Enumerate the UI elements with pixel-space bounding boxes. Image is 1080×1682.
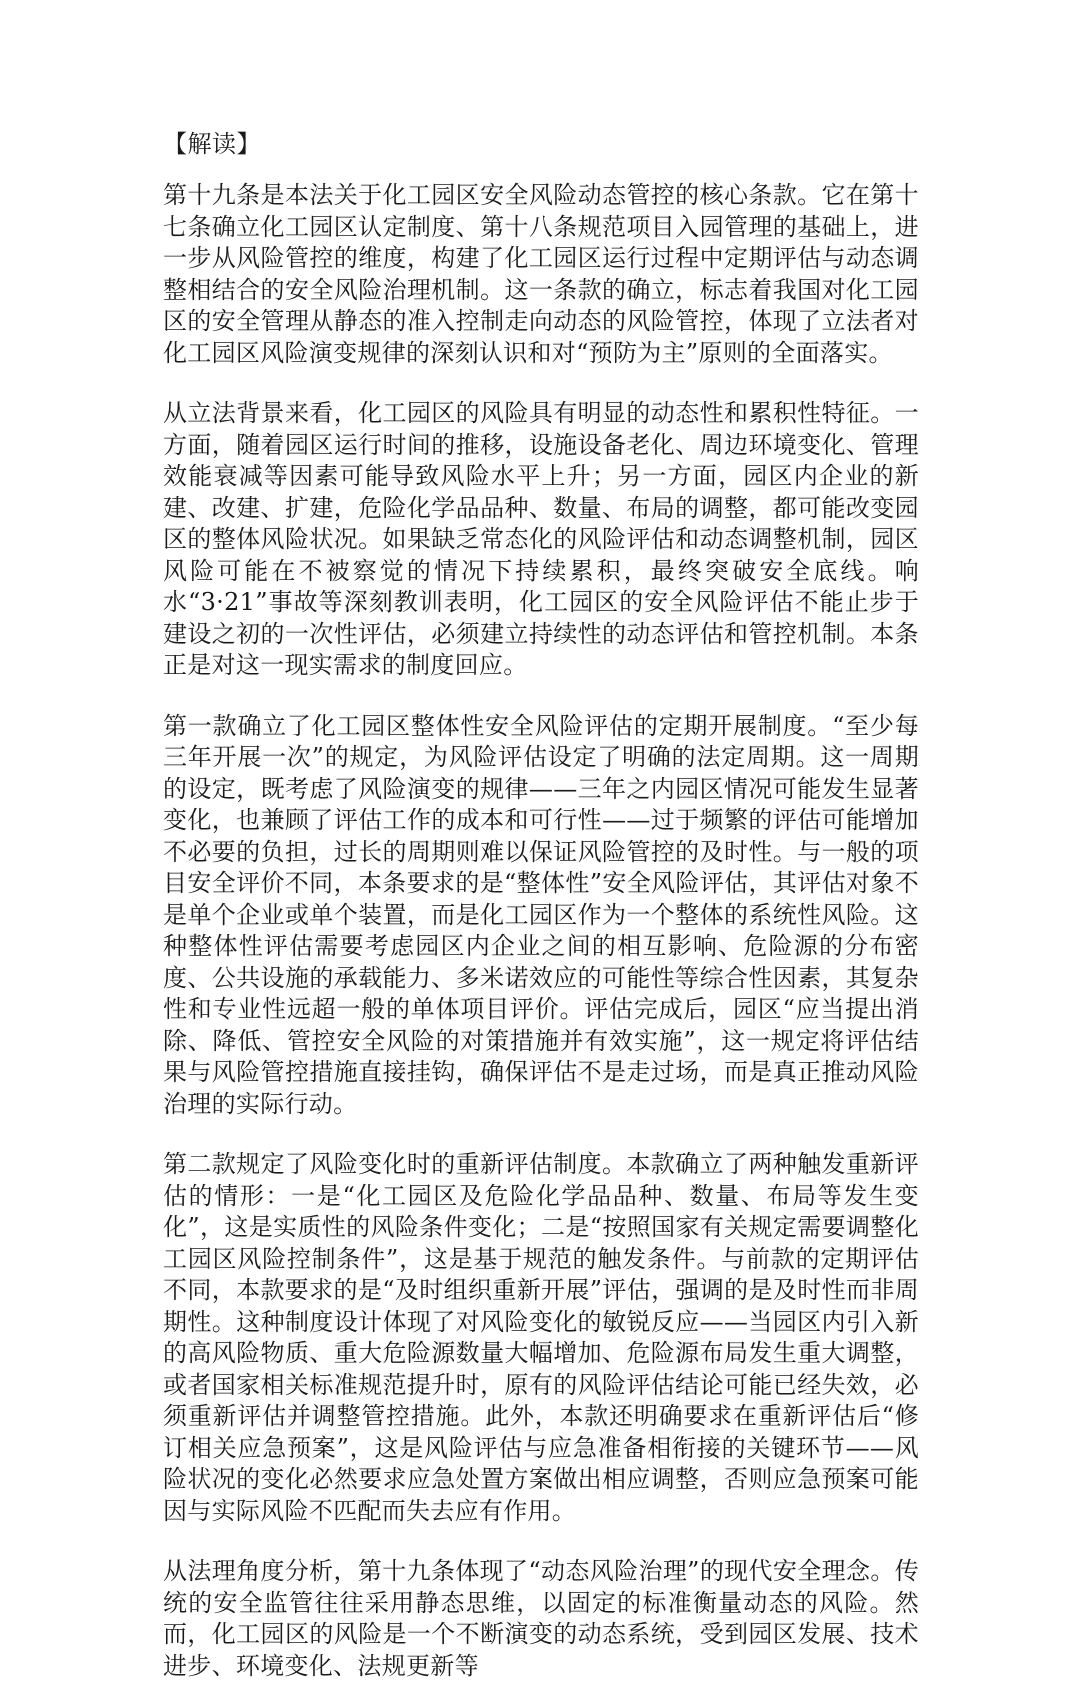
paragraph-legal-analysis: 从法理角度分析，第十九条体现了“动态风险治理”的现代安全理念。传统的安全监管往往采用静态思维，以固定的标准衡量动态的风险。然而，化工园区的风险是一个不断演变的动态系统，受到园区发展、技术进步、环境变化、法规更新等 xyxy=(163,1557,919,1680)
paragraph-overview: 第十九条是本法关于化工园区安全风险动态管控的核心条款。它在第十七条确立化工园区认定制度、第十八条规范项目入园管理的基础上，进一步从风险管控的维度，构建了化工园区运行过程中定期评估与动态调整相结合的安全风险治理机制。这一条款的确立，标志着我国对化工园区的安全管理从静态的准入控制走向动态的风险管控，体现了立法者对化工园区风险演变规律的深刻认识和对“预防为主”原则的全面落实。 xyxy=(163,181,919,367)
paragraph-legislative-background: 从立法背景来看，化工园区的风险具有明显的动态性和累积性特征。一方面，随着园区运行时间的推移，设施设备老化、周边环境变化、管理效能衰减等因素可能导致风险水平上升；另一方面，园区内企业的新建、改建、扩建，危险化学品品种、数量、布局的调整，都可能改变园区的整体风险状况。如果缺乏常态化的风险评估和动态调整机制，园区风险可能在不被察觉的情况下持续累积，最终突破安全底线。响水“3·21”事故等深刻教训表明，化工园区的安全风险评估不能止步于建设之初的一次性评估，必须建立持续性的动态评估和管控机制。本条正是对这一现实需求的制度回应。 xyxy=(163,399,919,679)
paragraph-second-clause: 第二款规定了风险变化时的重新评估制度。本款确立了两种触发重新评估的情形：一是“化工园区及危险化学品品种、数量、布局等发生变化”，这是实质性的风险条件变化；二是“按照国家有关规定需要调整化工园区风险控制条件”，这是基于规范的触发条件。与前款的定期评估不同，本款要求的是“及时组织重新开展”评估，强调的是及时性而非周期性。这种制度设计体现了对风险变化的敏锐反应——当园区内引入新的高风险物质、重大危险源数量大幅增加、危险源布局发生重大调整，或者国家相关标准规范提升时，原有的风险评估结论可能已经失效，必须重新评估并调整管控措施。此外，本款还明确要求在重新评估后“修订相关应急预案”，这是风险评估与应急准备相衔接的关键环节——风险状况的变化必然要求应急处置方案做出相应调整，否则应急预案可能因与实际风险不匹配而失去应有作用。 xyxy=(163,1150,919,1525)
document-page xyxy=(163,128,919,1682)
paragraph-first-clause: 第一款确立了化工园区整体性安全风险评估的定期开展制度。“至少每三年开展一次”的规定，为风险评估设定了明确的法定周期。这一周期的设定，既考虑了风险演变的规律——三年之内园区情况可能发生显著变化，也兼顾了评估工作的成本和可行性——过于频繁的评估可能增加不必要的负担，过长的周期则难以保证风险管控的及时性。与一般的项目安全评价不同，本条要求的是“整体性”安全风险评估，其评估对象不是单个企业或单个装置，而是化工园区作为一个整体的系统性风险。这种整体性评估需要考虑园区内企业之间的相互影响、危险源的分布密度、公共设施的承载能力、多米诺效应的可能性等综合性因素，其复杂性和专业性远超一般的单体项目评价。评估完成后，园区“应当提出消除、降低、管控安全风险的对策措施并有效实施”，这一规定将评估结果与风险管控措施直接挂钩，确保评估不是走过场，而是真正推动风险治理的实际行动。 xyxy=(163,711,919,1118)
section-heading: 【解读】 xyxy=(163,130,261,158)
